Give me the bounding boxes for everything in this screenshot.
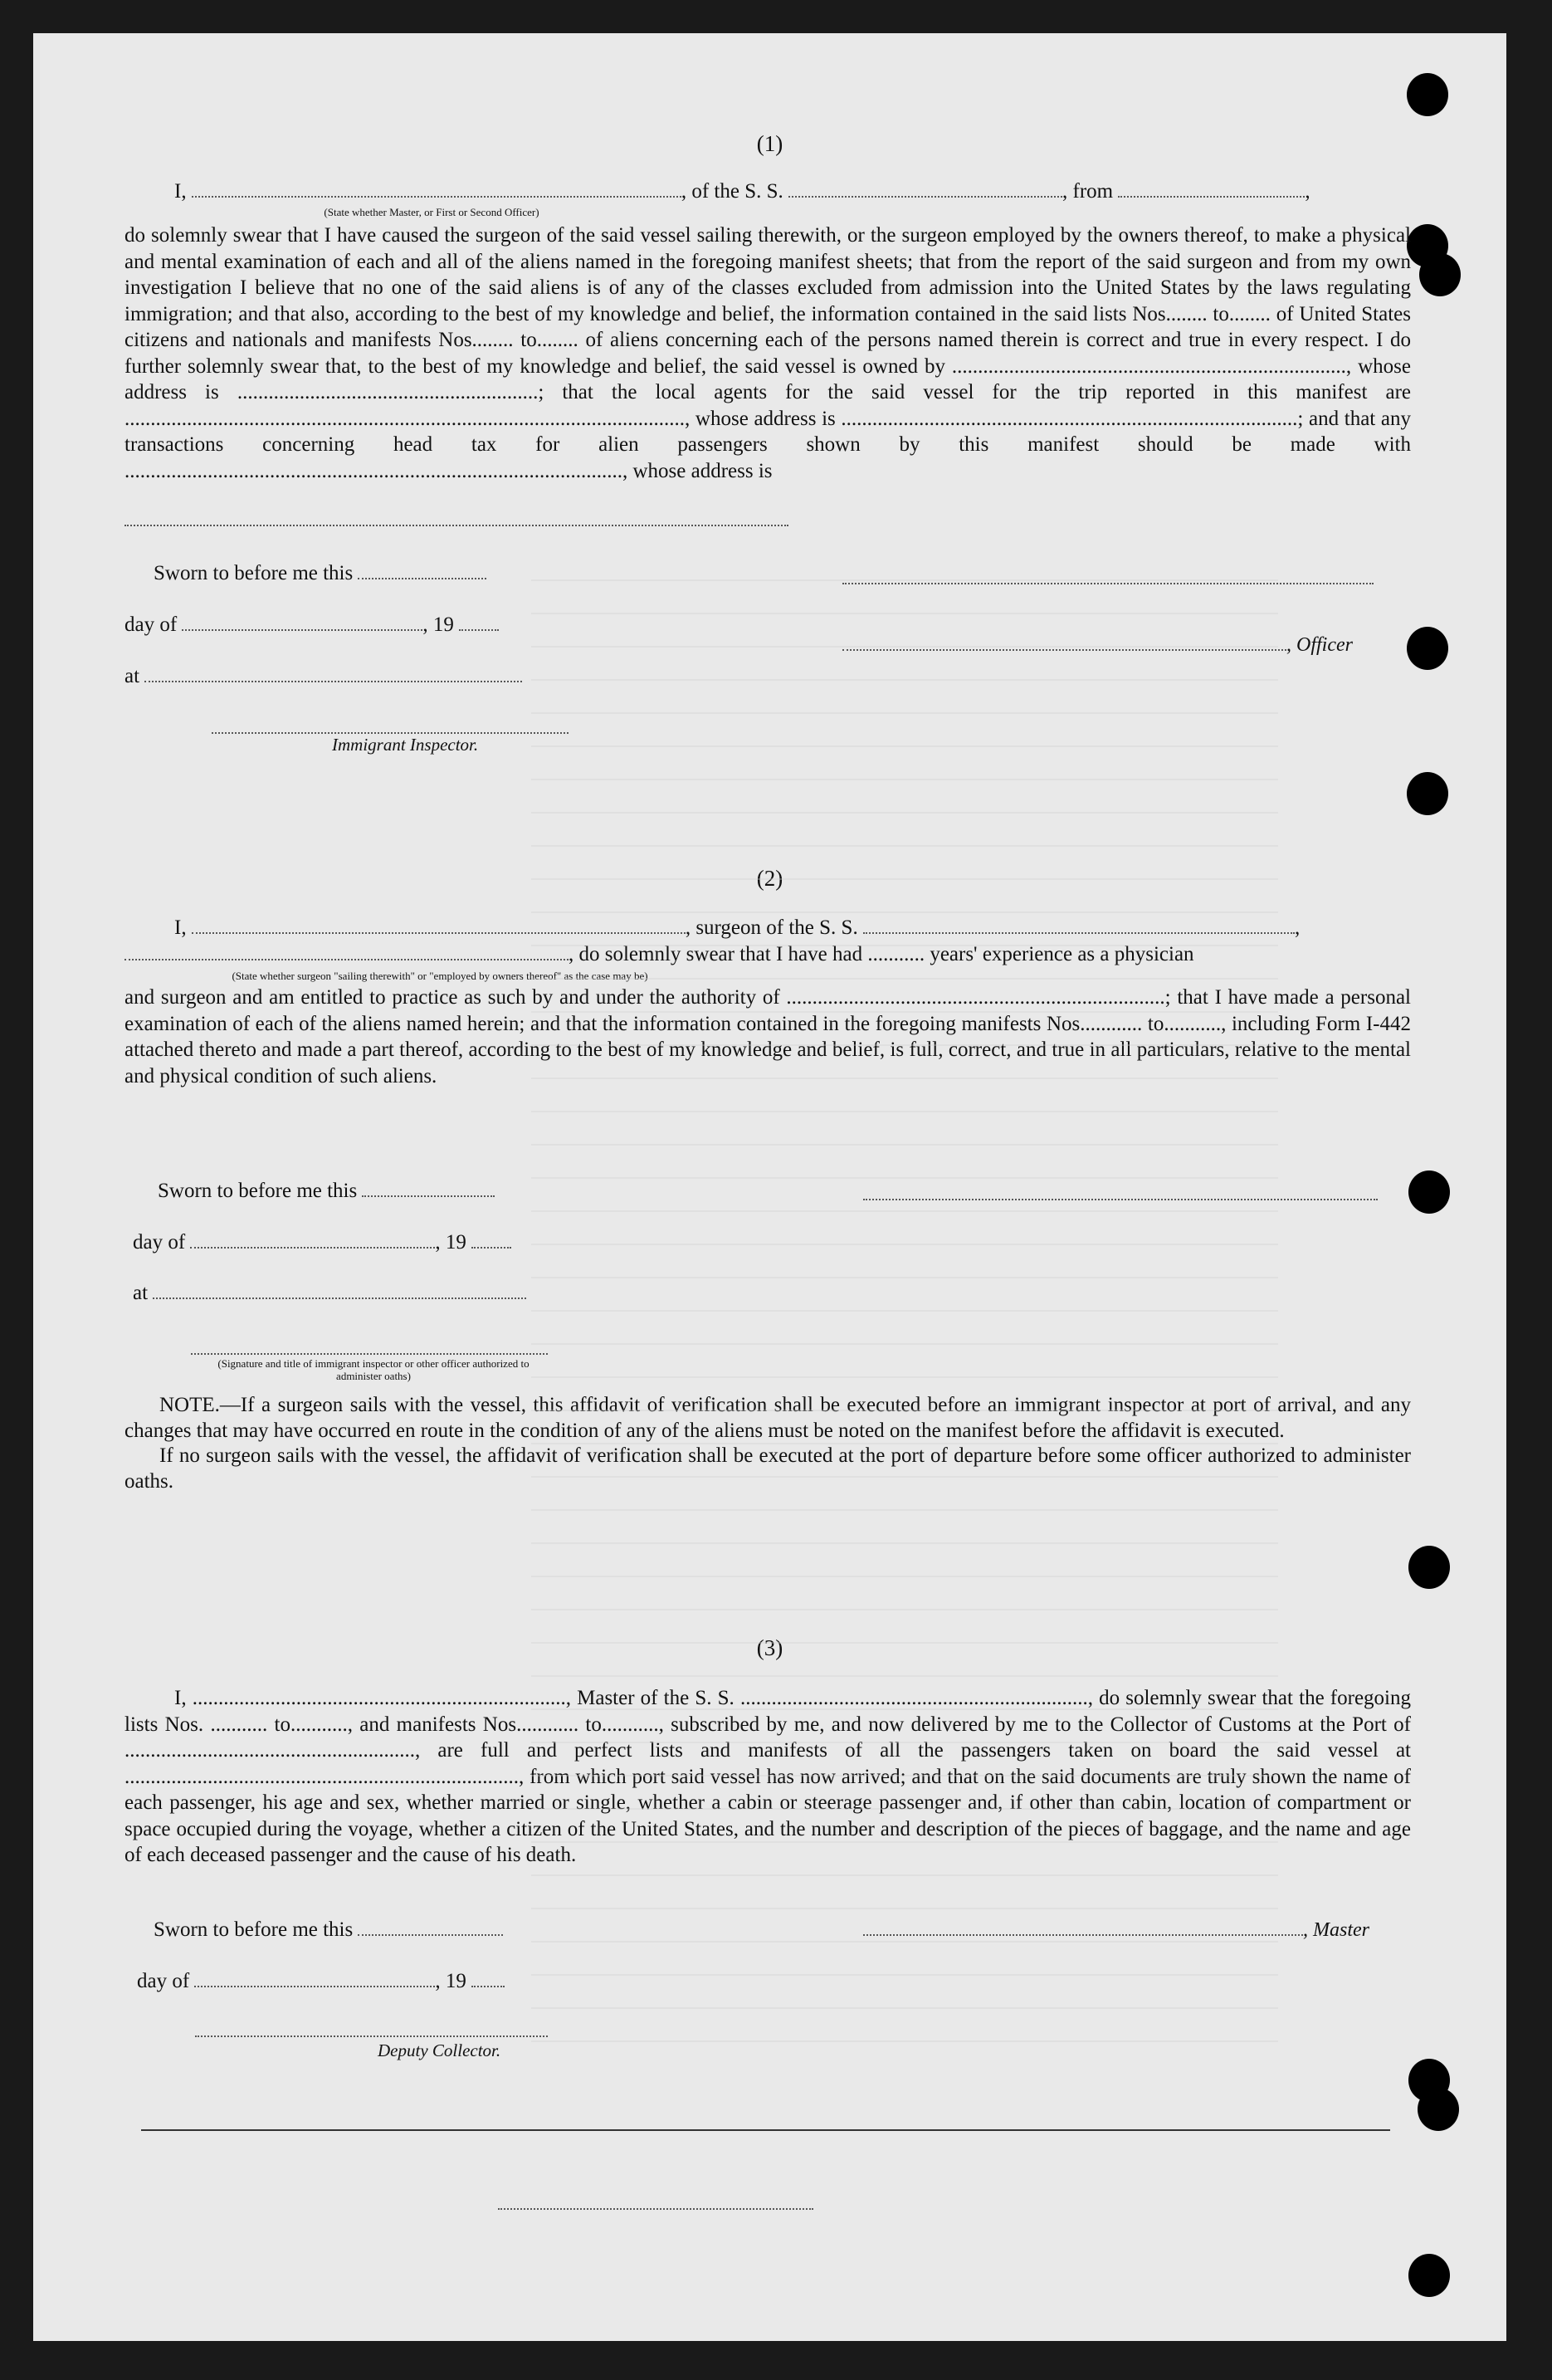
section-1-first-line: I, , of the S. S. , from , [174,180,1310,203]
deputy-collector-caption: Deputy Collector. [378,2040,501,2060]
binding-hole-icon [1408,1170,1450,1214]
officer-rank-field[interactable] [192,179,681,198]
note-2: If no surgeon sails with the vessel, the affidavit of verification shall be executed at the port of departure before some officer authorized to administer oaths. [124,1444,1411,1493]
month-field[interactable] [182,613,422,631]
text: , of the S. S. [681,180,783,203]
text: Sworn to before me this [154,562,354,584]
section-1-paragraph [124,222,1411,484]
binding-hole-icon [1407,73,1448,116]
binding-hole-icon [1407,772,1448,815]
collector-signature-line[interactable] [195,2034,548,2037]
section-2-day [133,1230,511,1254]
sworn-date-field[interactable] [358,561,486,579]
binding-hole-icon [1408,2254,1450,2297]
section-3-day [137,1969,505,1993]
binding-hole-icon [1407,627,1448,670]
note-1: NOTE.—If a surgeon sails with the vessel, this affidavit of verification shall be executed before an immigrant inspector at port of arrival, and any changes that may have occurred en route in the condition of any of the aliens must be noted on the manifest before the affidavit is executed. [124,1394,1411,1442]
section-2-caption: (State whether surgeon "sailing therewith" or "employed by owners thereof" as the case may be) [232,970,648,982]
text: , 19 [435,1231,466,1254]
section-2-sworn [158,1179,495,1203]
text: , Master [1303,1919,1369,1941]
inspector-signature-line[interactable] [212,731,569,734]
text: day of [133,1231,186,1254]
text: at [124,665,140,687]
section-3-number: (3) [756,1635,783,1660]
section-1-number: (1) [756,131,783,156]
binding-hole-icon [1418,2088,1459,2131]
month-field[interactable] [194,1969,435,1987]
year-field[interactable] [471,1969,505,1987]
bottom-dotted-line [498,2207,813,2210]
text: day of [137,1970,190,1992]
location-field[interactable] [153,1281,526,1299]
text: I, [174,180,187,203]
vessel-name-field[interactable] [788,179,1062,198]
from-port-field[interactable] [1118,179,1305,198]
sworn-date-field[interactable] [362,1179,495,1197]
text: Sworn to before me this [158,1180,358,1202]
text: I, ........................................................................, Master of the S. S. ..................................................................., do solemnly swear that the foregoing lists Nos. ........... to..........., and manifests Nos............ to..........., subscribed by me, and now delivered by me to the Collector of Customs at the Port of ........................................................, are full and perfect lists and manifests of all the passengers taken on board the said vessel at ............................................................................, from which port said vessel has now arrived; and that on the said documents are truly shown the name of each passenger, his age and sex, whether married or single, whether a cabin or steerage passenger and, if other than cabin, location of compartment or space occupied during the voyage, whether a citizen of the United States, and the number and description of the pieces of baggage, and the name and age of each deceased passenger and the cause of his death. [124,1687,1411,1866]
section-2-at [133,1281,526,1305]
section-1-sworn [154,561,486,585]
text: do solemnly swear that I have caused the surgeon of the said vessel sailing therewith, or the surgeon employed by the owners thereof, to make a physical and mental examination of each and all of the aliens named in the foregoing manifest sheets; that from the report of the said surgeon and from my own investigation I believe that no one of the said aliens is of any of the classes excluded from admission into the United States by the laws regulating immigration; and that also, according to the best of my knowledge and belief, the information contained in the said lists Nos........ to........ of United States citizens and nationals and manifests Nos........ to........ of aliens concerning each of the persons named therein is correct and true in every respect. I do further solemnly swear that, to the best of my knowledge and belief, the said vessel is owned by ............................................................................, whose address is ..........................................................; that the local agents for the said vessel for the trip reported in this manifest are ............................................................................................................, whose address is ........................................................................................; and that any transactions concerning head tax for alien passengers shown by this manifest should be made with ................................................................................................, whose address is [124,224,1411,482]
binding-hole-icon [1419,253,1461,296]
text: , do solemnly swear that I have had ........... years' experience as a physician [569,943,1194,965]
location-field[interactable] [144,664,522,682]
authorized-officer-signature-line[interactable] [191,1351,548,1355]
text: at [133,1282,149,1304]
text: Sworn to before me this [154,1918,354,1941]
section-2-number: (2) [756,866,783,891]
section-1-day [124,613,499,637]
text: , 19 [435,1970,466,1992]
month-field[interactable] [190,1230,435,1249]
section-2-first-line: I, , surgeon of the S. S. , [174,916,1301,939]
sworn-date-field[interactable] [358,1918,503,1936]
section-1-caption: (State whether Master, or First or Second Officer) [324,206,539,218]
text: and surgeon and am entitled to practice as such by and under the authority of .........................................................................; that I have made a personal examination of each of the aliens named herein; and that the information contained in the foregoing manifests Nos............ to..........., including Form I-442 attached thereto and made a part thereof, according to the best of my knowledge and belief, is full, correct, and true in all particulars, relative to the mental and physical condition of such aliens. [124,986,1411,1087]
text: , from [1062,180,1114,203]
surgeon-status-field[interactable] [124,942,569,960]
bottom-rule [141,2129,1390,2131]
year-field[interactable] [459,613,499,631]
form-page [33,33,1506,2341]
bleed-through-texture [531,548,1278,2042]
text: , 19 [422,613,454,636]
section-3-sworn [154,1918,503,1942]
address-continuation-field[interactable] [124,523,788,526]
section-2-signature-caption: (Signature and title of immigrant inspector or other officer authorized to administer oaths) [217,1357,530,1382]
inspector-caption: Immigrant Inspector. [332,735,479,755]
text: , surgeon of the S. S. [685,916,858,939]
section-1-at [124,664,522,688]
binding-hole-icon [1408,1546,1450,1589]
year-field[interactable] [471,1230,511,1249]
text: day of [124,613,178,636]
text: , Officer [1286,634,1353,656]
text: I, [174,916,187,939]
